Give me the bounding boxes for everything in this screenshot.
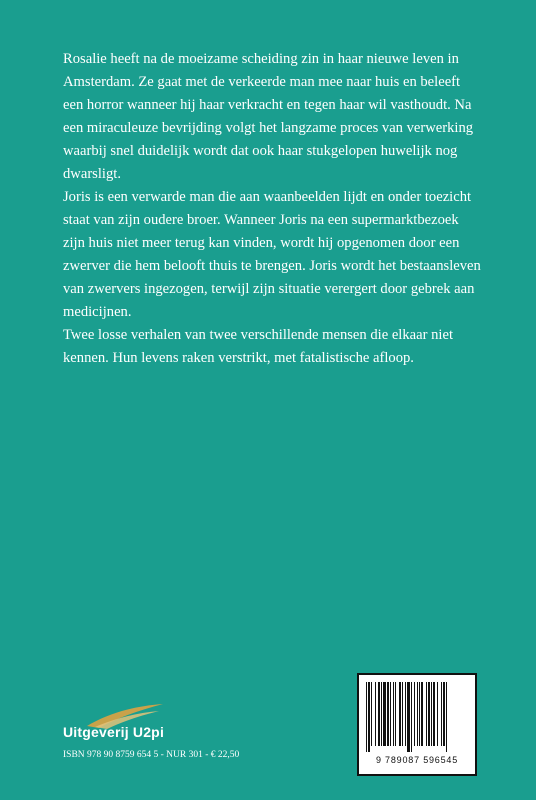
barcode-bar [433,682,435,746]
barcode-bar [443,682,445,746]
barcode-bar [381,682,382,746]
barcode-bar [441,682,442,746]
barcode-bar [446,682,447,752]
barcode-bar [371,682,372,746]
barcode-bar [366,682,367,752]
barcode-bar [393,682,394,746]
barcode-bar [428,682,430,746]
barcode-digits: 9 789087 596545 [375,755,459,765]
barcode [357,673,477,776]
publisher-name: Uitgeverij U2pi [63,724,165,740]
barcode-bar [414,682,415,746]
barcode-bar [387,682,389,746]
barcode-bar [399,682,401,746]
barcode-bar [383,682,386,746]
barcode-bar [402,682,403,746]
blurb-paragraph: Twee losse verhalen van twee verschillende mensen die elkaar niet kennen. Hun levens raken verstrikt, met fatalistische afloop. [63,327,454,366]
isbn-price-line: ISBN 978 90 8759 654 5 - NUR 301 - € 22,50 [63,750,240,760]
barcode-bar [411,682,412,752]
barcode-bar [426,682,427,746]
barcode-bar [417,682,418,746]
blurb-paragraph: Joris is een verwarde man die aan waanbeelden lijdt en onder toezicht staat van zijn oudere broer. Wanneer Joris na een supermarktbezoek zijn huis niet meer terug kan vinden, wordt hij opgenomen door een zwerver die hem belooft thuis te brengen. Joris wordt het bestaansleven van zwervers ingezogen, terwijl zijn situatie verergert door gebrek aan medicijnen. [63,189,481,320]
barcode-bar [407,682,410,752]
barcode-bars [364,682,470,752]
barcode-bar [390,682,391,746]
barcode-bar [437,682,438,746]
barcode-bar [378,682,380,746]
barcode-bar [419,682,420,746]
barcode-bar [395,682,396,746]
barcode-bar [421,682,423,746]
barcode-bar [368,682,370,752]
barcode-bar [375,682,376,746]
barcode-bar [405,682,406,746]
blurb-paragraph: Rosalie heeft na de moeizame scheiding zin in haar nieuwe leven in Amsterdam. Ze gaat met de verkeerde man mee naar huis en beleeft een horror wanneer hij haar verkracht en tegen haar wil vasthoudt. Na een miraculeuze bevrijding volgt het langzame proces van verwerking waarbij snel duidelijk wordt dat ook haar stukgelopen huwelijk nog dwarsligt. [63,51,474,182]
publisher-block [63,700,293,780]
back-cover-blurb [63,48,483,370]
barcode-bar [431,682,432,746]
